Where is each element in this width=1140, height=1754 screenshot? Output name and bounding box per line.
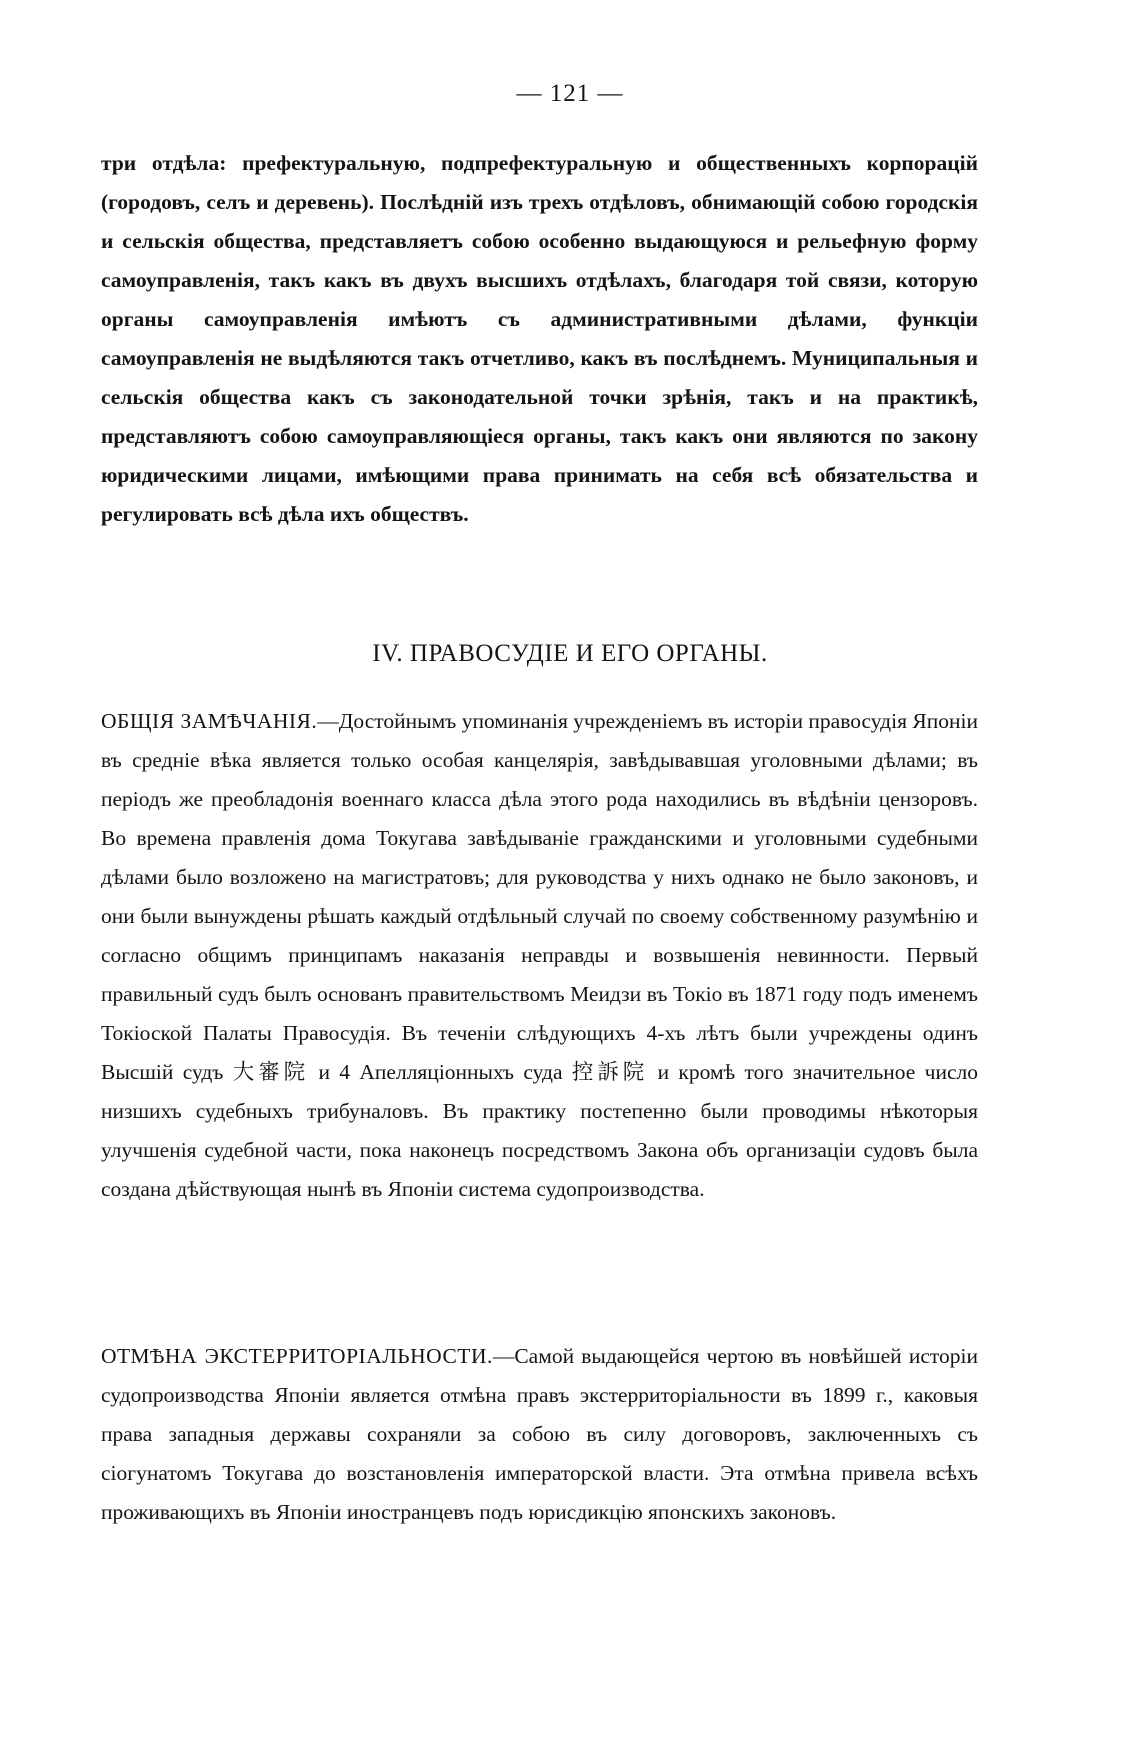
intro-paragraph: три отдѣла: префектуральную, подпрефектуральную и общественныхъ корпорацій (городовъ, селъ и деревень). Послѣдній изъ трехъ отдѣловъ, обнимающій собою городскія и сельскія общества, представляетъ собою особенно выдающуюся и рельефную форму самоуправленія, такъ какъ въ двухъ высшихъ отдѣлахъ, благодаря той связи, которую органы самоуправленія имѣютъ съ административными дѣлами, функціи самоуправленія не выдѣляются такъ отчетливо, какъ въ послѣднемъ. Муниципальныя и сельскія общества какъ съ законодательной точки зрѣнія, такъ и на практикѣ, представляютъ собою самоуправляющіеся органы, такъ какъ они являются по закону юридическими лицами, имѣющими права принимать на себя всѣ обязательства и регулировать всѣ дѣла ихъ обществъ. bbox=[101, 151, 978, 526]
general-remarks-paragraph bbox=[101, 702, 978, 1209]
extraterritoriality-lead-in: ОТМѢНА ЭКСТЕРРИТОРІАЛЬНОСТИ. bbox=[101, 1344, 493, 1368]
extraterritoriality-block bbox=[101, 1337, 978, 1532]
intro-paragraph-block bbox=[101, 144, 978, 534]
extraterritoriality-body: —Самой выдающейся чертою въ новѣйшей исторіи судопроизводства Японіи является отмѣна правъ экстерриторіальности въ 1899 г., каковыя права западныя державы сохраняли за собою въ силу договоровъ, заключенныхъ съ сіогунатомъ Токугава до возстановленія императорской власти. Эта отмѣна привела всѣхъ проживающихъ въ Японіи иностранцевъ подъ юрисдикцію японскихъ законовъ. bbox=[101, 1344, 979, 1524]
section-heading: IV. ПРАВОСУДІЕ И ЕГО ОРГАНЫ. bbox=[372, 640, 768, 667]
page-number: — 121 — bbox=[516, 80, 624, 107]
general-remarks-block bbox=[101, 702, 978, 1209]
extraterritoriality-paragraph bbox=[101, 1337, 978, 1532]
general-remarks-body: —Достойнымъ упоминанія учрежденіемъ въ исторіи правосудія Японіи въ средніе вѣка является только особая канцелярія, завѣдывавшая уголовными дѣлами; въ періодъ же преобладонія военнаго класса дѣла этого рода находились въ вѣдѣніи цензоровъ. Во времена правленія дома Токугава завѣдываніе гражданскими и уголовными судебными дѣлами было возложено на магистратовъ; для руководства у нихъ однако не было законовъ, и они были вынуждены рѣшать каждый отдѣльный случай по своему собственному разумѣнію и согласно общимъ принципамъ наказанія неправды и возвышенія невинности. Первый правильный судъ былъ основанъ правительствомъ Меидзи въ Токіо въ 1871 году подъ именемъ Токіоской Палаты Правосудія. Въ теченіи слѣдующихъ 4-хъ лѣтъ были учреждены одинъ Высшій судъ 大審院 и 4 Апелляціонныхъ суда 控訴院 и кромѣ того значительное число низшихъ судебныхъ трибуналовъ. Въ практику постепенно были проводимы нѣкоторыя улучшенія судебной части, пока наконецъ посредствомъ Закона объ организаціи судовъ была создана дѣйствующая нынѣ въ Японіи система судопроизводства. bbox=[101, 709, 978, 1201]
general-remarks-lead-in: ОБЩІЯ ЗАМѢЧАНІЯ. bbox=[101, 709, 318, 733]
